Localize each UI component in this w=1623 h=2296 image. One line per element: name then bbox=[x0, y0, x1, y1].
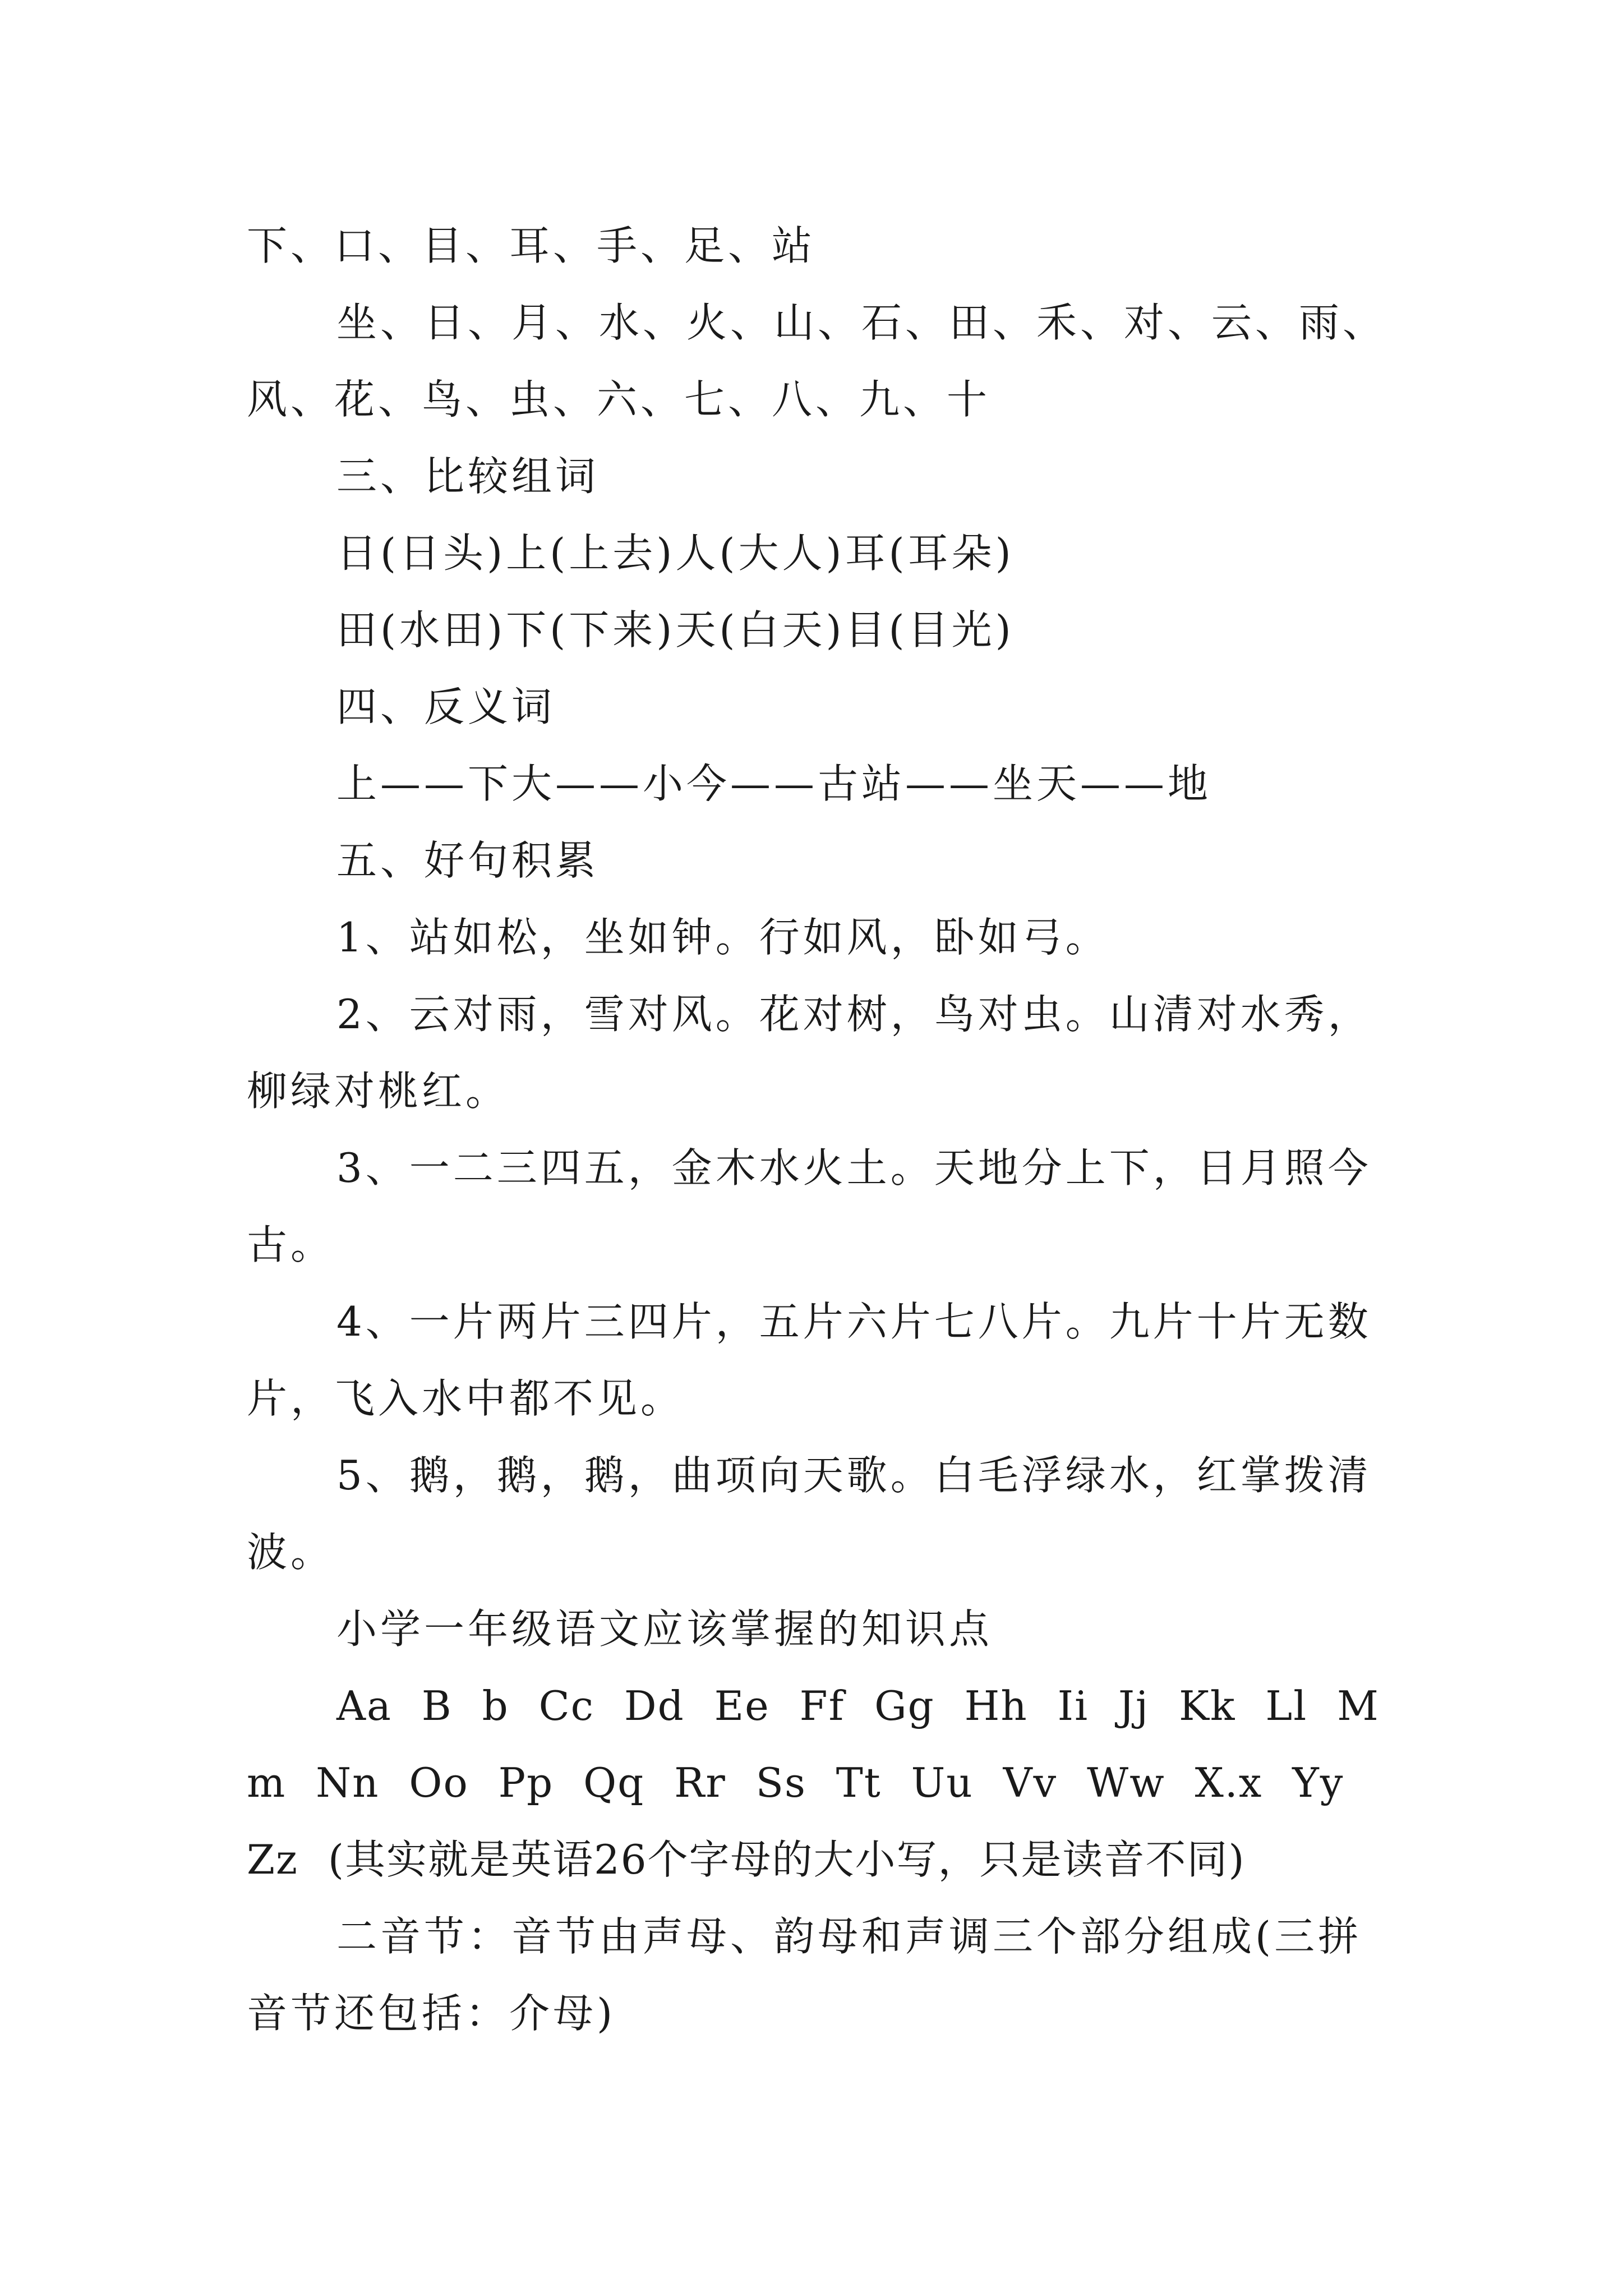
alphabet-line: Aa B b Cc Dd Ee Ff Gg Hh Ii Jj Kk Ll Mm Nn Oo Pp Qq Rr Ss Tt Uu Vv Ww X.x Yy Zz (其实就是英语26个字母的大小写，只是读音不同) bbox=[247, 1682, 1380, 1883]
sentence-4: 4、一片两片三四片，五片六片七八片。九片十片无数片，飞入水中都不见。 bbox=[247, 1298, 1372, 1422]
line-compare-2: 田(水田)下(下来)天(白天)目(目光) bbox=[336, 606, 1015, 654]
sentence-5: 5、鹅，鹅，鹅，曲项向天歌。白毛浮绿水，红掌拨清波。 bbox=[247, 1452, 1372, 1576]
sentence-2: 2、云对雨，雪对风。花对树，鸟对虫。山清对水秀，柳绿对桃红。 bbox=[247, 991, 1372, 1115]
line-hanzi-list: 坐、日、月、水、火、山、石、田、禾、对、云、雨、风、花、鸟、虫、六、七、八、九、十 bbox=[247, 299, 1387, 423]
syllable-line: 二音节：音节由声母、韵母和声调三个部分组成(三拼音节还包括：介母) bbox=[247, 1913, 1362, 2037]
line-compare-1: 日(日头)上(上去)人(大人)耳(耳朵) bbox=[336, 530, 1015, 577]
sentence-1: 1、站如松，坐如钟。行如风，卧如弓。 bbox=[336, 914, 1109, 961]
document-body bbox=[247, 208, 1391, 2052]
heading-compare-words: 三、比较组词 bbox=[336, 453, 600, 500]
line-hanzi-list-end: 下、口、目、耳、手、足、站 bbox=[247, 222, 816, 269]
heading-good-sentences: 五、好句积累 bbox=[336, 837, 600, 884]
sentence-3: 3、一二三四五，金木水火土。天地分上下，日月照今古。 bbox=[247, 1144, 1372, 1268]
line-antonyms: 上——下大——小今——古站——坐天——地 bbox=[336, 760, 1212, 807]
section-title: 小学一年级语文应该掌握的知识点 bbox=[336, 1605, 993, 1653]
heading-antonyms: 四、反义词 bbox=[336, 683, 556, 730]
